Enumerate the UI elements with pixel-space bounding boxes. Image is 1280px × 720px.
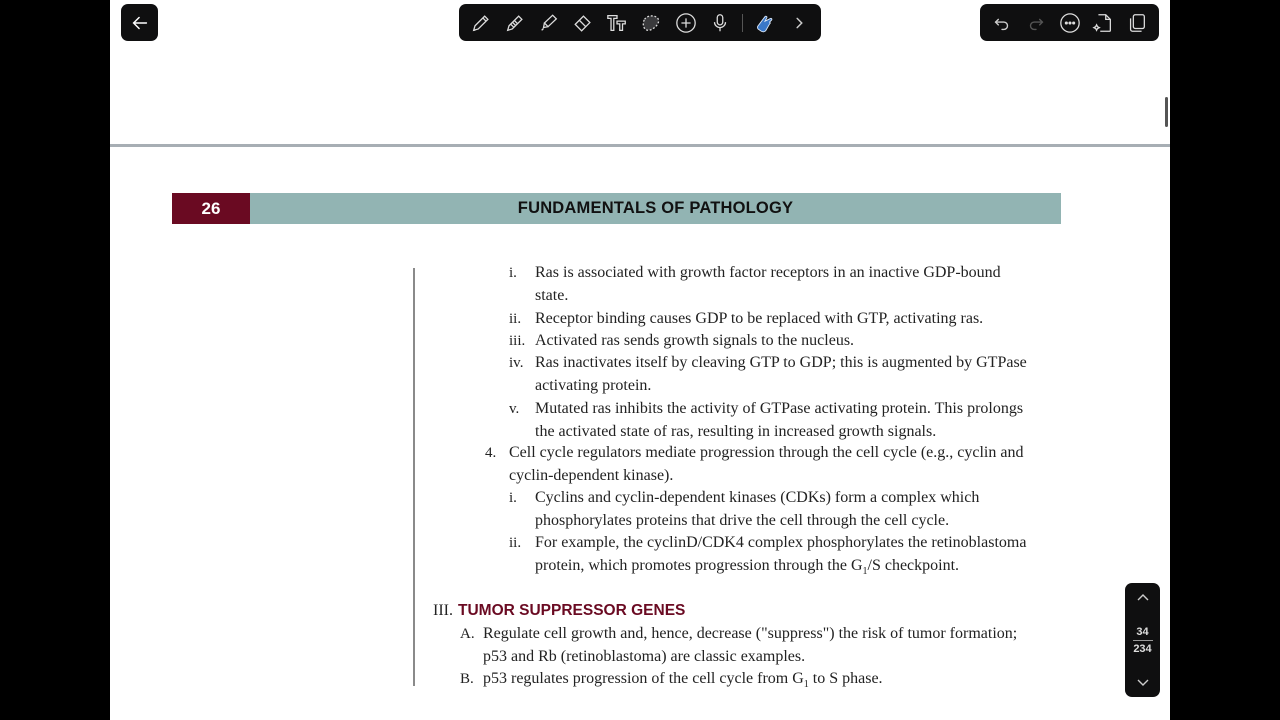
- list-marker: B.: [460, 671, 474, 687]
- chevron-up-icon[interactable]: [1137, 591, 1149, 603]
- list-item-text: Receptor binding causes GDP to be replaced with GTP, activating ras.: [535, 310, 984, 327]
- section-heading: TUMOR SUPPRESSOR GENES: [458, 602, 686, 619]
- page-navigator: [1125, 583, 1160, 697]
- list-item-text: Ras inactivates itself by cleaving GTP to GDP; this is augmented by GTPase: [535, 354, 1027, 371]
- list-item-text: Cyclins and cyclin-dependent kinases (CDKs) form a complex which: [535, 489, 980, 506]
- text-tool-icon[interactable]: [605, 11, 629, 35]
- lasso-icon[interactable]: [639, 11, 663, 35]
- list-item-text: Cell cycle regulators mediate progression through the cell cycle (e.g., cyclin and: [509, 444, 1024, 461]
- list-item-text: activating protein.: [535, 377, 652, 394]
- running-title: FUNDAMENTALS OF PATHOLOGY: [250, 193, 1061, 224]
- list-item-text: protein, which promotes progression through the $G_1/S$ checkpoint.: [535, 557, 960, 578]
- page-header-band: [172, 193, 1061, 224]
- list-item-text: Mutated ras inhibits the activity of GTPase activating protein. This prolongs: [535, 400, 1024, 417]
- section-numeral: III.: [433, 602, 453, 619]
- chevron-right-icon[interactable]: [787, 11, 811, 35]
- document-viewport[interactable]: [110, 0, 1170, 720]
- arrow-left-icon: [128, 11, 152, 35]
- page-number: 26: [172, 193, 250, 224]
- list-item-text: Ras is associated with growth factor receptors in an inactive GDP-bound: [535, 264, 1001, 281]
- more-icon[interactable]: [1058, 11, 1082, 35]
- chevron-down-icon[interactable]: [1137, 677, 1149, 689]
- list-marker: v.: [509, 401, 520, 417]
- eraser-icon[interactable]: [571, 11, 595, 35]
- list-marker: ii.: [509, 535, 522, 551]
- page-separator: [110, 144, 1170, 147]
- pages-icon[interactable]: [1125, 11, 1149, 35]
- page-ai-icon[interactable]: [1091, 11, 1115, 35]
- list-marker: i.: [509, 265, 517, 281]
- list-item-text: cyclin-dependent kinase).: [509, 467, 674, 484]
- list-item-text: p53 and Rb (retinoblastoma) are classic examples.: [483, 648, 806, 665]
- list-marker: iii.: [509, 333, 526, 349]
- annotation-toolbar: [459, 4, 821, 41]
- list-marker: 4.: [485, 445, 497, 461]
- add-icon[interactable]: [674, 11, 698, 35]
- list-item-text: Regulate cell growth and, hence, decrease ("suppress") the risk of tumor formation;: [483, 625, 1018, 642]
- microphone-icon[interactable]: [708, 11, 732, 35]
- page-divider: [1133, 640, 1153, 641]
- document-actions-toolbar: [980, 4, 1159, 41]
- pencil-icon[interactable]: [503, 11, 527, 35]
- hand-pointer-icon[interactable]: [753, 11, 777, 35]
- pen-icon[interactable]: [469, 11, 493, 35]
- list-item-text: the activated state of ras, resulting in increased growth signals.: [535, 423, 937, 440]
- back-button[interactable]: [121, 4, 158, 41]
- list-item-text: For example, the cyclinD/CDK4 complex phosphorylates the retinoblastoma: [535, 534, 1027, 551]
- list-item-text: phosphorylates proteins that drive the cell through the cell cycle.: [535, 512, 950, 529]
- list-item-text: state.: [535, 287, 569, 304]
- list-item-text: p53 regulates progression of the cell cycle from $G_1$ to S phase.: [483, 670, 883, 691]
- total-pages: 234: [1133, 642, 1152, 655]
- list-item-text: Activated ras sends growth signals to the nucleus.: [535, 332, 855, 349]
- list-marker: ii.: [509, 311, 522, 327]
- redo-icon[interactable]: [1024, 11, 1048, 35]
- highlighter-icon[interactable]: [537, 11, 561, 35]
- list-marker: i.: [509, 490, 517, 506]
- margin-annotation-line: [413, 268, 415, 686]
- list-marker: A.: [460, 626, 475, 642]
- undo-icon[interactable]: [990, 11, 1014, 35]
- list-marker: iv.: [509, 355, 524, 371]
- current-page[interactable]: 34: [1136, 625, 1149, 638]
- toolbar-divider: [742, 14, 743, 32]
- scrollbar[interactable]: [1165, 97, 1168, 127]
